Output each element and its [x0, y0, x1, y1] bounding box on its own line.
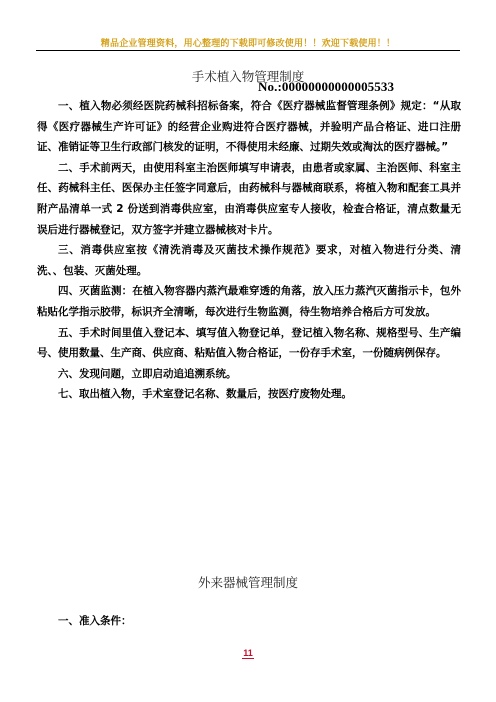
page-number — [0, 648, 496, 658]
header-banner: 精品企业管理资料，用心整理的下载即可修改使用！！欢迎下载使用！！ — [100, 39, 396, 49]
paragraph-4: 四、灭菌监测：在植入物容器内蒸汽最难穿透的角落，放入压力蒸汽灭菌指示卡，包外粘贴化学指示胶带，标识齐全清晰，每次进行生物监测，待生物培养合格后方可发放。 — [37, 285, 461, 318]
paragraph-5: 五、手术时间里值入登记本、填写值入物登记单，登记植入物名称、规格型号、生产编号、使用数量、生产商、供应商、粘贴值入物合格证，一份存手术室，一份随病例保存。 — [37, 326, 461, 360]
document-number: No.:00000000000005533 — [258, 79, 395, 94]
section-title-implant-management: 手术植入物管理制度 — [191, 69, 305, 84]
page-number-value: 11 — [243, 648, 253, 658]
section-body-implant-management — [37, 96, 461, 405]
section-title-external-instruments: 外来器械管理制度 — [197, 575, 298, 590]
paragraph-7: 七、取出植入物，手术室登记名称、数量后，按医疗废物处理。 — [58, 388, 352, 401]
paragraph-2: 二、手术前两天，由使用科室主治医师填写申请表，由患者或家属、主治医师、科室主任、药械科主任、医保办主任签字同意后，由药械科与器械商联系，将植入物和配套工具并附产品清单一式 2 份送到消毒供应室，由消毒供应室专人接收，检查合格证，清点数量无误后进行器械登记，双方签字并建立器械核对卡片。 — [37, 161, 461, 236]
paragraph-3: 三、消毒供应室按《清洗消毒及灭菌技术操作规范》要求，对植入物进行分类、清洗、、包装、灭菌处理。 — [37, 244, 461, 277]
paragraph-1: 一、植入物必须经医院药械科招标备案，符合《医疗器械监督管理条例》规定：“从取得《医疗器械生产许可证》的经营企业购进符合医疗器械，并验明产品合格证、进口注册证、准销证等卫生行政部门核发的证明，不得使用未经廉、过期失效或淘汰的医疗器械。” — [37, 100, 461, 154]
header-divider — [36, 50, 460, 51]
section2-item-1: 一、准入条件： — [58, 615, 132, 627]
paragraph-6: 六、发现问题，立即启动追追溯系统。 — [58, 367, 237, 380]
